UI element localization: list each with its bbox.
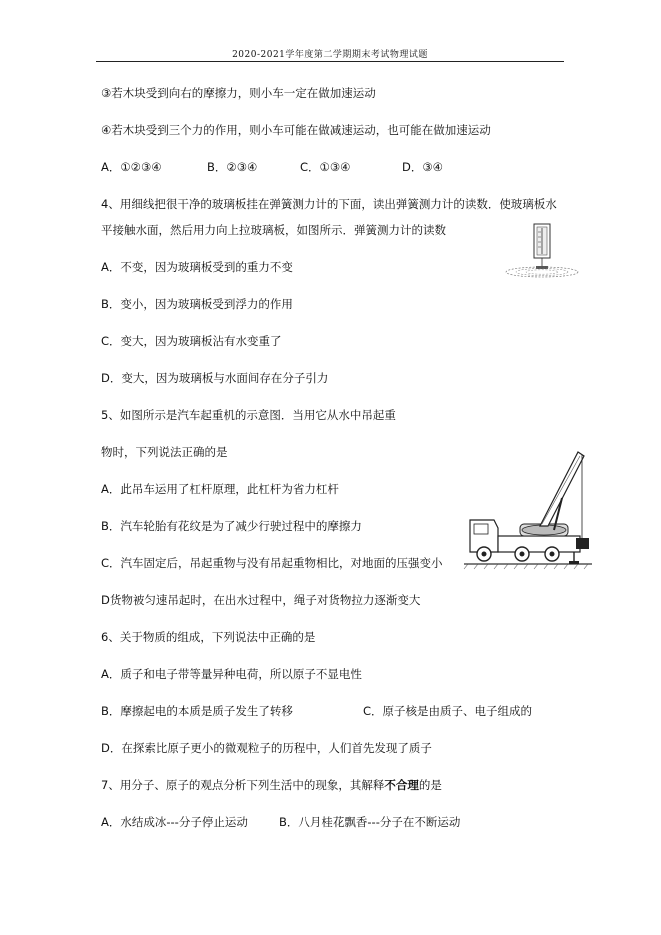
q7-stem-emphasis: 不合理 [384, 778, 419, 792]
q3-statement-4: ④若木块受到三个力的作用，则小车可能在做减速运动，也可能在做加速运动 [101, 123, 491, 137]
q4-stem-line-2: 平接触水面，然后用力向上拉玻璃板，如图所示．弹簧测力计的读数 [101, 223, 446, 237]
q6-option-b: B．摩擦起电的本质是质子发生了转移 [101, 704, 293, 718]
q4-option-a: A．不变，因为玻璃板受到的重力不变 [101, 260, 293, 274]
q3-option-a: A．①②③④ [101, 160, 162, 174]
q3-option-b: B．②③④ [207, 160, 258, 174]
q6-option-c: C．原子核是由质子、电子组成的 [363, 704, 533, 718]
q6-option-d: D．在探索比原子更小的微观粒子的历程中，人们首先发现了质子 [101, 741, 432, 755]
q4-option-b: B．变小，因为玻璃板受到浮力的作用 [101, 297, 293, 311]
q7-stem [101, 777, 442, 793]
header-rule [96, 61, 564, 62]
q3-statement-3: ③若木块受到向右的摩擦力，则小车一定在做加速运动 [101, 86, 376, 100]
truck-crane-figure [462, 448, 602, 570]
q3-option-c: C．①③④ [300, 160, 351, 174]
q7-stem-before: 7、用分子、原子的观点分析下列生活中的现象，其解释 [101, 778, 385, 792]
q4-stem-line-1: 4、用细线把很干净的玻璃板挂在弹簧测力计的下面，读出弹簧测力计的读数．使玻璃板水 [101, 197, 557, 211]
q3-option-d: D．③④ [402, 160, 443, 174]
q5-stem-line-2: 物时，下列说法正确的是 [101, 445, 228, 459]
q7-stem-after: 的是 [418, 778, 442, 792]
q4-option-d: D．变大，因为玻璃板与水面间存在分子引力 [101, 371, 329, 385]
q7-option-b: B．八月桂花飘香---分子在不断运动 [279, 815, 461, 829]
spring-balance-figure [500, 222, 580, 284]
q5-option-b: B．汽车轮胎有花纹是为了减少行驶过程中的摩擦力 [101, 519, 362, 533]
q6-option-a: A．质子和电子带等量异种电荷，所以原子不显电性 [101, 667, 362, 681]
q7-option-a: A．水结成冰---分子停止运动 [101, 815, 248, 829]
q4-option-c: C．变大，因为玻璃板沾有水变重了 [101, 334, 282, 348]
q5-option-d: D货物被匀速吊起时，在出水过程中，绳子对货物拉力逐渐变大 [101, 593, 421, 607]
q6-stem: 6、关于物质的组成，下列说法中正确的是 [101, 630, 316, 644]
page-header: 2020-2021学年度第二学期期末考试物理试题 [232, 50, 428, 60]
q5-option-c: C．汽车固定后，吊起重物与没有吊起重物相比，对地面的压强变小 [101, 556, 443, 570]
q5-option-a: A．此吊车运用了杠杆原理，此杠杆为省力杠杆 [101, 482, 339, 496]
q5-stem-line-1: 5、如图所示是汽车起重机的示意图．当用它从水中吊起重 [101, 408, 396, 422]
